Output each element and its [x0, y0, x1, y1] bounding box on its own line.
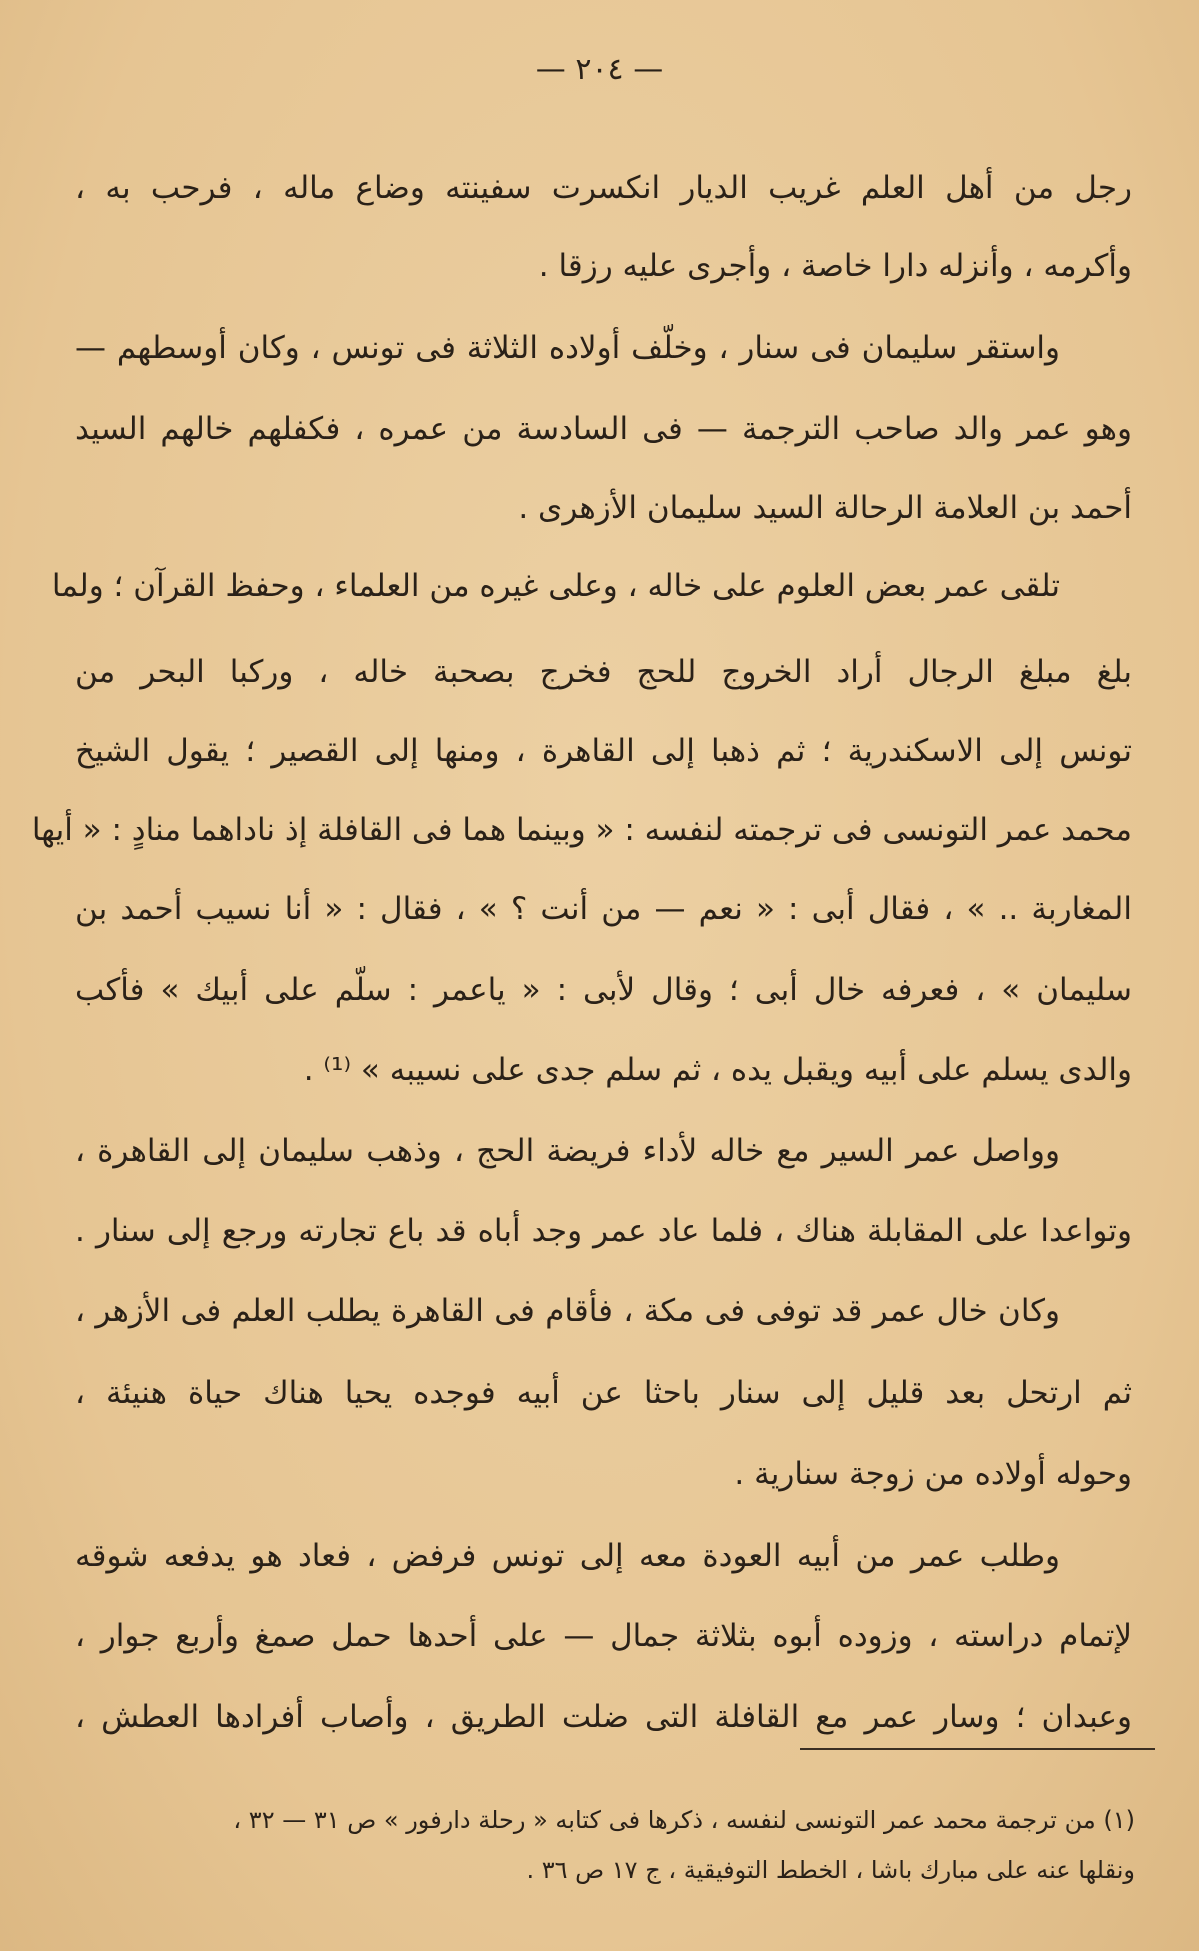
text-line: تلقى عمر بعض العلوم على خاله ، وعلى غيره من العلماء ، وحفظ القرآن ؛ ولما: [51, 568, 1060, 604]
text-line: وتواعدا على المقابلة هناك ، فلما عاد عمر وجد أباه قد باع تجارته ورجع إلى سنار .: [75, 1213, 1132, 1249]
text-line: تونس إلى الاسكندرية ؛ ثم ذهبا إلى القاهرة ، ومنها إلى القصير ؛ يقول الشيخ: [75, 733, 1132, 769]
text-line: وهو عمر والد صاحب الترجمة — فى السادسة من عمره ، فكفلهم خالهم السيد: [75, 411, 1132, 447]
text-line: وطلب عمر من أبيه العودة معه إلى تونس فرفض ، فعاد هو يدفعه شوقه: [75, 1538, 1060, 1574]
text-line: رجل من أهل العلم غريب الديار انكسرت سفينته وضاع ماله ، فرحب به ،: [75, 170, 1132, 206]
text-line: وكان خال عمر قد توفى فى مكة ، فأقام فى القاهرة يطلب العلم فى الأزهر ،: [75, 1293, 1060, 1329]
text-line: وواصل عمر السير مع خاله لأداء فريضة الحج ، وذهب سليمان إلى القاهرة ،: [75, 1133, 1060, 1169]
footnote-line: ونقلها عنه على مبارك باشا ، الخطط التوفيقية ، ج ١٧ ص ٣٦ .: [526, 1856, 1135, 1884]
text-line: ثم ارتحل بعد قليل إلى سنار باحثا عن أبيه فوجده يحيا هناك حياة هنيئة ،: [75, 1375, 1132, 1411]
text-line: المغاربة .. » ، فقال أبى : « نعم — من أنت ؟ » ، فقال : « أنا نسيب أحمد بن: [75, 891, 1132, 927]
text-line: وأكرمه ، وأنزله دارا خاصة ، وأجرى عليه رزقا .: [538, 248, 1132, 284]
footnote-divider: [800, 1748, 1155, 1750]
page-number: — ٢٠٤ —: [535, 52, 664, 87]
text-line: أحمد بن العلامة الرحالة السيد سليمان الأزهرى .: [518, 490, 1132, 526]
text-line: سليمان » ، فعرفه خال أبى ؛ وقال لأبى : « ياعمر : سلّم على أبيك » فأكب: [75, 972, 1132, 1008]
text-line: محمد عمر التونسى فى ترجمته لنفسه : « وبينما هما فى القافلة إذ ناداهما منادٍ : « أيها: [31, 812, 1132, 848]
text-line: وعبدان ؛ وسار عمر مع القافلة التى ضلت الطريق ، وأصاب أفرادها العطش ،: [75, 1699, 1132, 1735]
text-line: وحوله أولاده من زوجة سنارية .: [734, 1456, 1132, 1492]
text-line: لإتمام دراسته ، وزوده أبوه بثلاثة جمال — على أحدها حمل صمغ وأربع جوار ،: [75, 1618, 1132, 1654]
text-line: والدى يسلم على أبيه ويقبل يده ، ثم سلم جدى على نسيبه » ⁽¹⁾ .: [303, 1052, 1132, 1088]
footnote-line: (١) من ترجمة محمد عمر التونسى لنفسه ، ذكرها فى كتابه « رحلة دارفور » ص ٣١ — ٣٢ ،: [233, 1806, 1135, 1834]
text-line: بلغ مبلغ الرجال أراد الخروج للحج فخرج بصحبة خاله ، وركبا البحر من: [75, 654, 1132, 690]
text-line: واستقر سليمان فى سنار ، وخلّف أولاده الثلاثة فى تونس ، وكان أوسطهم —: [75, 330, 1060, 366]
